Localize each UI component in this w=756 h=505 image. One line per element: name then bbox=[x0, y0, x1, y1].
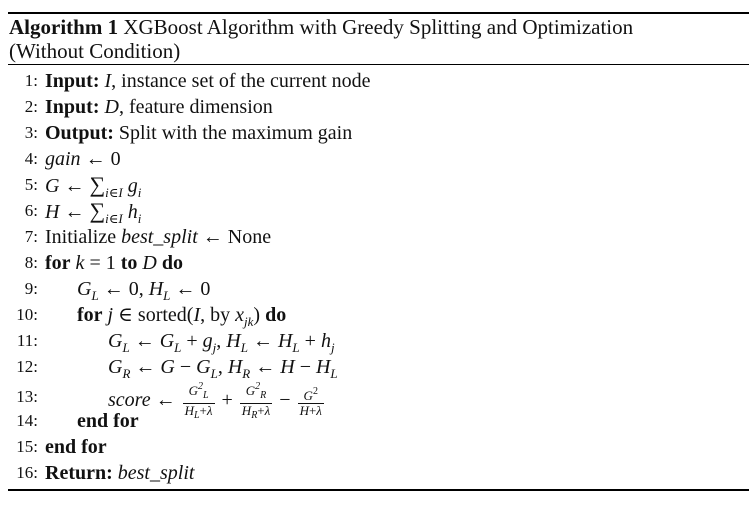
line-number: 14: bbox=[16, 411, 38, 430]
keyword: for bbox=[45, 252, 71, 274]
math-expression: score ← $\frac{G^2_L}{H_L+\lambda}$ + $\frac{G^2_R}{H_R+\lambda}$ − $\frac{G^2}{H+\lambda}$ bbox=[108, 381, 322, 421]
line-number: 7: bbox=[24, 227, 38, 246]
line-number: 1: bbox=[24, 71, 38, 90]
keyword: Input: bbox=[45, 96, 100, 118]
keyword: Output: bbox=[45, 122, 114, 144]
keyword: do bbox=[161, 252, 183, 274]
line-number: 6: bbox=[24, 201, 38, 220]
assign-arrow: ← bbox=[202, 226, 223, 248]
assign-arrow: ← bbox=[85, 148, 106, 170]
value: 0 bbox=[110, 148, 121, 170]
variable: best_split bbox=[117, 462, 195, 484]
variable: j bbox=[107, 304, 114, 326]
algorithm-caption bbox=[9, 15, 749, 63]
line-number: 5: bbox=[24, 175, 38, 194]
variable: D bbox=[142, 252, 157, 274]
line-text: instance set of the current node bbox=[121, 70, 371, 92]
math-expression: G ← $\sum_{i\in I}$ $g_i$ bbox=[45, 172, 142, 200]
keyword: end for bbox=[45, 436, 107, 458]
variable: gain bbox=[45, 148, 81, 170]
line-text: feature dimension bbox=[128, 96, 273, 118]
algorithm-title-line2: (Without Condition) bbox=[9, 39, 181, 63]
line-number: 15: bbox=[16, 437, 38, 456]
variable: best_split bbox=[121, 226, 198, 248]
value: None bbox=[227, 226, 272, 248]
variable: k bbox=[75, 252, 85, 274]
keyword: Return: bbox=[45, 462, 113, 484]
algorithm-label: Algorithm 1 bbox=[9, 15, 119, 39]
variable: I bbox=[104, 70, 112, 92]
caption-rule bbox=[8, 64, 749, 65]
algorithm-title: XGBoost Algorithm with Greedy Splitting and Optimization bbox=[123, 15, 634, 39]
math-expression: $G_R$ ← $G - G_L$, $H_R$ ← $H - H_L$ bbox=[108, 356, 338, 381]
variable: D bbox=[104, 96, 119, 118]
top-rule bbox=[8, 12, 749, 14]
math-expression: $G_L$ ← 0, $H_L$ ← 0 bbox=[77, 278, 211, 303]
line-number: 12: bbox=[16, 357, 38, 376]
line-text: Split with the maximum gain bbox=[118, 122, 353, 144]
line-text: sorted( bbox=[137, 304, 194, 326]
line-number: 13: bbox=[16, 387, 38, 406]
bottom-rule bbox=[8, 489, 749, 491]
line-number: 4: bbox=[24, 149, 38, 168]
math-expression: H ← $\sum_{i\in I}$ $h_i$ bbox=[45, 198, 142, 226]
line-number: 11: bbox=[16, 331, 38, 350]
line-number: 9: bbox=[24, 279, 38, 298]
variable: score bbox=[108, 389, 151, 412]
keyword: end for bbox=[77, 410, 139, 432]
line-number: 16: bbox=[16, 463, 38, 482]
keyword: do bbox=[265, 304, 287, 326]
line-number: 8: bbox=[24, 253, 38, 272]
line-text: Initialize bbox=[45, 226, 117, 248]
line-number: 2: bbox=[24, 97, 38, 116]
math-expression: $G_L$ ← $G_L + g_j$, $H_L$ ← $H_L + h_j$ bbox=[108, 330, 335, 355]
keyword: for bbox=[77, 304, 103, 326]
line-number: 10: bbox=[16, 305, 38, 324]
line-number: 3: bbox=[24, 123, 38, 142]
value: = 1 bbox=[89, 252, 116, 274]
keyword: Input: bbox=[45, 70, 100, 92]
keyword: to bbox=[120, 252, 138, 274]
